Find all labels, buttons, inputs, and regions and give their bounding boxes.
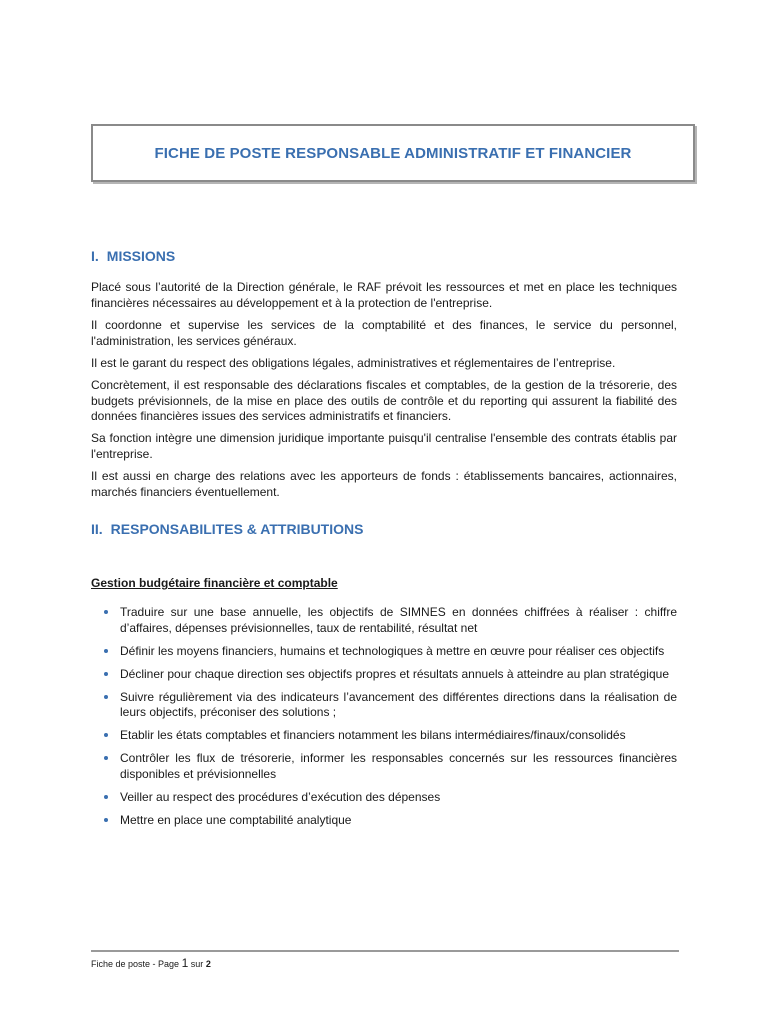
- footer-label: Fiche de poste - Page: [91, 959, 180, 969]
- section-title: MISSIONS: [106, 248, 176, 264]
- bullet-icon: [104, 672, 108, 676]
- section-missions-heading: [91, 248, 175, 264]
- list-item-text: Veiller au respect des procédures d’exécution des dépenses: [120, 789, 441, 804]
- list-item: [104, 644, 677, 660]
- missions-paragraph: Concrètement, il est responsable des déclarations fiscales et comptables, de la gestion de la trésorerie, des budgets prévisionnels, de la mise en place des outils de contrôle et du reporting qui assurent la fiabilité des données financières issues des services administratifs et financiers.: [91, 378, 677, 423]
- section-responsabilites-heading: [91, 521, 363, 537]
- list-item-text: Suivre régulièrement via des indicateurs l’avancement des différentes directions dans la réalisation de leurs objectifs, préconiser des solutions ;: [120, 689, 677, 719]
- missions-paragraph: Sa fonction intègre une dimension juridique importante puisqu'il centralise l'ensemble des contrats établis par l'entreprise.: [91, 431, 677, 461]
- list-item-text: Contrôler les flux de trésorerie, informer les responsables concernés sur les ressources financières disponibles et prévisionnelles: [120, 751, 677, 781]
- bullet-icon: [104, 649, 108, 653]
- list-item-text: Etablir les états comptables et financiers notamment les bilans intermédiaires/finaux/consolidés: [120, 728, 626, 742]
- missions-paragraph: Il est le garant du respect des obligations légales, administratives et réglementaires de l’entreprise.: [91, 356, 616, 370]
- bullet-icon: [104, 756, 108, 760]
- footer-divider: [91, 950, 679, 952]
- list-item: [104, 790, 677, 806]
- list-item: [104, 667, 677, 683]
- bullet-icon: [104, 818, 108, 822]
- list-item-text: Définir les moyens financiers, humains et technologiques à mettre en œuvre pour réaliser ces objectifs: [120, 643, 665, 658]
- subsection-heading: Gestion budgétaire financière et comptable: [91, 576, 338, 590]
- bullet-icon: [104, 695, 108, 699]
- list-item-text: Traduire sur une base annuelle, les objectifs de SIMNES en données chiffrées à réaliser : chiffre d’affaires, dépenses prévisionnelles, taux de rentabilité, résultat net: [120, 605, 677, 635]
- missions-paragraph: Il coordonne et supervise les services de la comptabilité et des finances, le service du personnel, l'administration, les services généraux.: [91, 318, 677, 348]
- list-item: [104, 813, 677, 829]
- list-item: [104, 605, 677, 636]
- missions-paragraph: Placé sous l’autorité de la Direction générale, le RAF prévoit les ressources et met en place les techniques financières nécessaires au développement et à la protection de l'entreprise.: [91, 280, 677, 310]
- page-footer: [91, 956, 211, 970]
- section-number: II.: [91, 521, 103, 537]
- footer-total-pages: 2: [205, 959, 211, 969]
- bullet-icon: [104, 733, 108, 737]
- title-box: [91, 124, 695, 182]
- list-item: [104, 690, 677, 721]
- list-item: [104, 728, 677, 744]
- bullet-icon: [104, 795, 108, 799]
- footer-of: sur: [190, 959, 204, 969]
- bullet-icon: [104, 610, 108, 614]
- section-number: I.: [91, 248, 99, 264]
- responsibilities-list: [104, 605, 677, 836]
- list-item-text: Mettre en place une comptabilité analytique: [120, 812, 352, 827]
- document-title: FICHE DE POSTE RESPONSABLE ADMINISTRATIF ET FINANCIER: [154, 144, 632, 162]
- list-item-text: Décliner pour chaque direction ses objectifs propres et résultats annuels à atteindre au plan stratégique: [120, 666, 669, 681]
- list-item: [104, 751, 677, 782]
- section-title: RESPONSABILITES & ATTRIBUTIONS: [110, 521, 364, 537]
- footer-page-number: 1: [181, 956, 189, 970]
- missions-paragraph: Il est aussi en charge des relations avec les apporteurs de fonds : établissements bancaires, actionnaires, marchés financiers éventuellement.: [91, 469, 677, 499]
